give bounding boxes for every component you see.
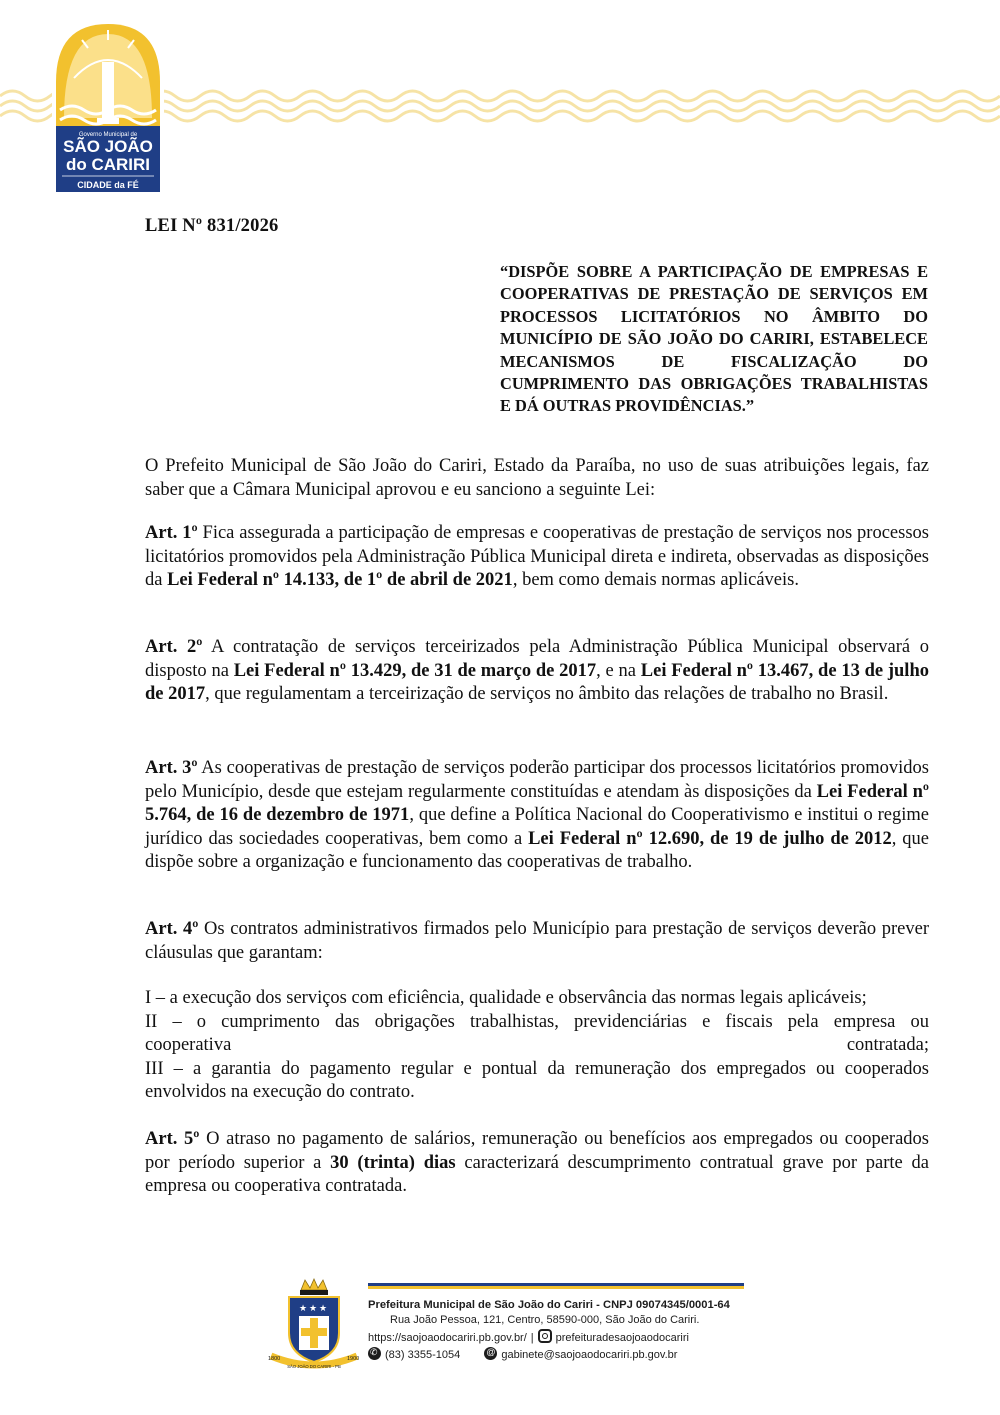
preamble-text: O Prefeito Municipal de São João do Cariri, Estado da Paraíba, no uso de suas atribuições legais, faz saber que a Câmara Municipal aprovou e eu sanciono a seguinte Lei:	[145, 456, 929, 500]
law-title: LEI Nº 831/2026	[145, 216, 279, 236]
article-1	[145, 522, 929, 593]
preamble	[145, 455, 929, 502]
footer-divider	[368, 1283, 744, 1288]
summary-line: CUMPRIMENTO DAS OBRIGAÇÕES TRABALHISTAS	[500, 374, 928, 394]
footer-contact	[368, 1299, 748, 1361]
clause-ii-word: contratada;	[846, 1035, 929, 1055]
law-summary	[500, 261, 928, 418]
article-label: Art. 2º	[145, 637, 203, 657]
clause-ii-line1: II – o cumprimento das obrigações trabalhistas, previdenciárias e fiscais pela empresa ou	[145, 1011, 929, 1032]
clauses-list	[145, 987, 929, 1105]
law-reference: Lei Federal nº 13.467, de 13 de julho de 2017	[145, 660, 929, 704]
footer-web-row: https://saojoaodocariri.pb.gov.br/ | prefeituradesaojoaodocariri	[368, 1329, 748, 1344]
crest-year-right: 1900	[347, 1356, 360, 1362]
article-label: Art. 4º	[145, 919, 199, 939]
website-link[interactable]: https://saojoaodocariri.pb.gov.br/	[368, 1332, 527, 1344]
summary-line: MECANISMOS DE FISCALIZAÇÃO DO	[500, 351, 928, 371]
summary-line: PROCESSOS LICITATÓRIOS NO ÂMBITO DO	[500, 306, 928, 326]
law-reference: Lei Federal nº 5.764, de 16 de dezembro de 1971	[145, 781, 929, 825]
email-icon	[484, 1347, 497, 1360]
logo-name-line2: do CARIRI	[65, 155, 151, 174]
article-5	[145, 1128, 929, 1199]
clause-ii-word: cooperativa	[145, 1035, 232, 1055]
article-text: As cooperativas de prestação de serviços poderão participar dos processos licitatórios promovidos pelo Município, desde que estejam regularmente constituídas e atendam às disposições da	[145, 758, 930, 802]
article-text: , que regulamentam a terceirização de serviços no âmbito das relações de trabalho no Brasil.	[205, 684, 889, 704]
footer-contact-row	[368, 1347, 748, 1361]
logo-tagline: CIDADE da FÉ	[77, 180, 139, 190]
clause-ii-line2	[145, 1034, 929, 1058]
phone-number[interactable]: (83) 3355-1054	[385, 1349, 461, 1361]
article-text: caracterizará descumprimento contratual grave por parte da empresa ou cooperativa contratada.	[145, 1152, 929, 1196]
article-label: Art. 5º	[145, 1129, 200, 1149]
email-link[interactable]: gabinete@saojoaodocariri.pb.gov.br	[501, 1349, 678, 1361]
article-text: O atraso no pagamento de salários, remuneração ou benefícios aos empregados ou cooperados por período superior a	[145, 1129, 929, 1173]
article-text: , que define a Política Nacional do Cooperativismo e institui o regime jurídico das sociedades cooperativas, bem como a	[145, 805, 930, 849]
footer-address: Rua João Pessoa, 121, Centro, 58590-000, São João do Cariri.	[390, 1314, 700, 1326]
article-text: , bem como demais normas aplicáveis.	[512, 570, 799, 590]
article-text: A contratação de serviços terceirizados pela Administração Pública Municipal observará o disposto na	[145, 637, 929, 681]
law-reference: Lei Federal nº 13.429, de 31 de março de 2017	[233, 660, 597, 681]
article-text: Os contratos administrativos firmados pelo Município para prestação de serviços deverão prever cláusulas que garantam:	[145, 919, 929, 963]
crest-year-left: 1800	[268, 1356, 281, 1362]
summary-line: MUNICÍPIO DE SÃO JOÃO DO CARIRI, ESTABELECE	[500, 329, 928, 349]
article-text: , que dispõe sobre a organização e funcionamento das cooperativas de trabalho.	[145, 828, 930, 872]
footer-title: Prefeitura Municipal de São João do Cariri - CNPJ 09074345/0001-64	[368, 1299, 730, 1311]
deadline-reference: 30 (trinta) dias	[330, 1152, 456, 1173]
municipal-crest	[265, 1278, 363, 1373]
article-text: , e na	[596, 660, 641, 681]
instagram-icon	[538, 1329, 552, 1343]
logo-top-text: Governo Municipal de	[78, 132, 138, 138]
law-reference: Lei Federal nº 14.133, de 1º de abril de 2021	[167, 570, 513, 590]
article-label: Art. 3º	[145, 758, 198, 778]
article-3	[145, 757, 929, 875]
article-label: Art. 1º	[145, 523, 198, 543]
clause-iii: III – a garantia do pagamento regular e pontual da remuneração dos empregados ou cooperados envolvidos na execução do contrato.	[145, 1058, 929, 1102]
summary-line: “DISPÕE SOBRE A PARTICIPAÇÃO DE EMPRESAS E	[500, 262, 928, 281]
svg-text:★: ★	[309, 1304, 318, 1314]
phone-icon	[368, 1347, 381, 1360]
logo-name-line1: SÃO JOÃO	[63, 137, 153, 156]
municipal-logo	[52, 18, 164, 194]
article-text: Fica assegurada a participação de empresas e cooperativas de prestação de serviços nos processos licitatórios promovidos pela Administração Pública Municipal direta e indireta, observadas as disposições da	[145, 523, 929, 590]
svg-text:★: ★	[299, 1304, 308, 1314]
article-4	[145, 918, 929, 965]
summary-line: E DÁ OUTRAS PROVIDÊNCIAS.”	[500, 396, 755, 416]
clause-i: I – a execução dos serviços com eficiência, qualidade e observância das normas legais aplicáveis;	[145, 988, 867, 1008]
article-2	[145, 636, 929, 707]
crest-motto: SÃO JOÃO DO CARIRI - PB	[287, 1364, 341, 1369]
footer-divider-yellow	[368, 1286, 744, 1289]
svg-text:★: ★	[319, 1304, 328, 1314]
law-reference: Lei Federal nº 12.690, de 19 de julho de 2012	[528, 828, 892, 849]
instagram-handle[interactable]: prefeituradesaojoaodocariri	[555, 1332, 689, 1344]
summary-line: COOPERATIVAS DE PRESTAÇÃO DE SERVIÇOS EM	[500, 284, 928, 304]
